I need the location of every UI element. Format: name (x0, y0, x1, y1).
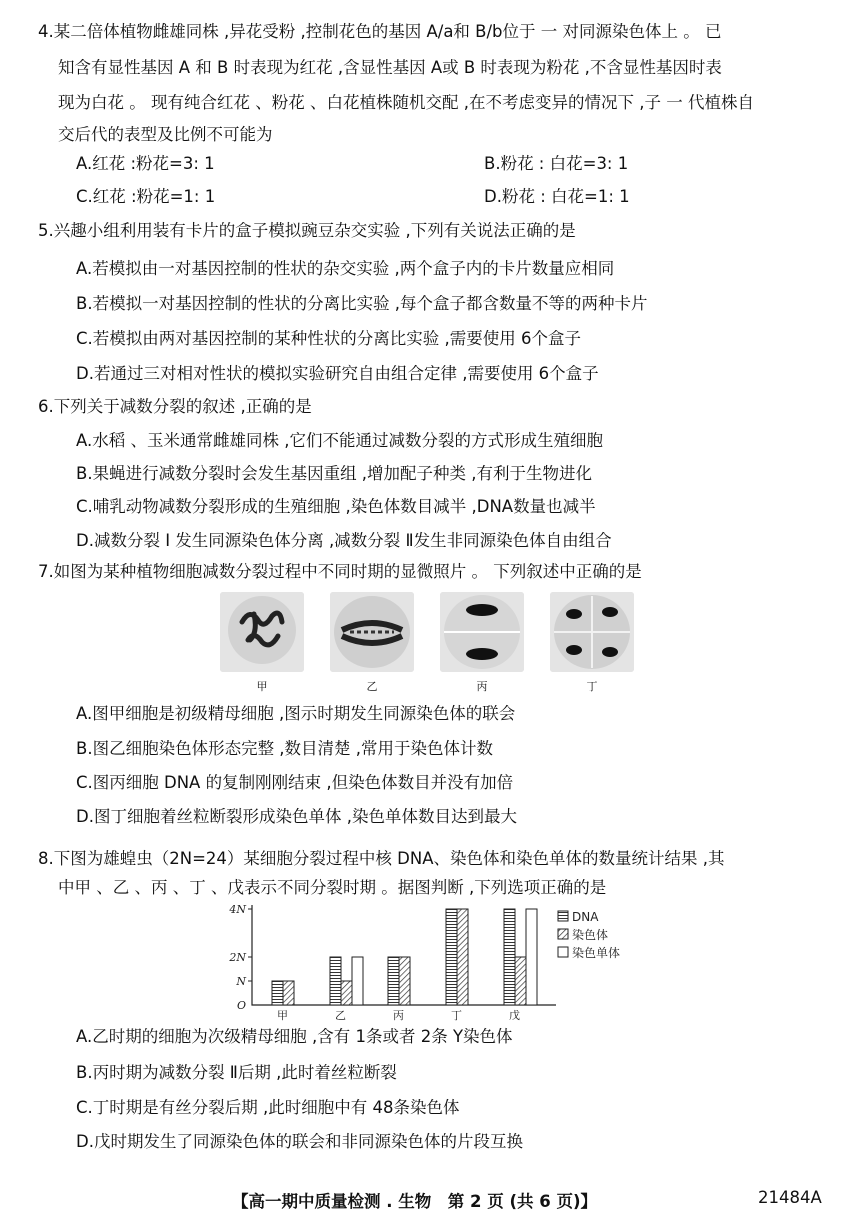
x-tick-label: 甲 (277, 1009, 288, 1022)
q4-stem-line-4: 交后代的表型及比例不可能为 (58, 125, 273, 144)
legend-swatch (558, 911, 568, 921)
q4-option-b: B.粉花 : 白花=3: 1 (484, 154, 629, 173)
q7-stem: 7.如图为某种植物细胞减数分裂过程中不同时期的显微照片 。 下列叙述中正确的是 (38, 562, 642, 581)
q8-stem-line-2: 中甲 、乙 、丙 、丁 、戊表示不同分裂时期 。据图判断 ,下列选项正确的是 (58, 878, 607, 897)
x-tick-label: 丁 (451, 1009, 462, 1022)
q8-stem-line-1: 8.下图为雄蝗虫（2N=24）某细胞分裂过程中核 DNA、染色体和染色单体的数量统计结果 ,其 (38, 849, 725, 868)
q5-option-d: D.若通过三对相对性状的模拟实验研究自由组合定律 ,需要使用 6个盒子 (76, 364, 599, 383)
bar-染色单体-乙 (352, 957, 363, 1005)
q7-option-a: A.图甲细胞是初级精母细胞 ,图示时期发生同源染色体的联会 (76, 704, 516, 723)
x-tick-label: 丙 (393, 1009, 404, 1022)
legend-swatch (558, 947, 568, 957)
y-tick-label: N (236, 975, 246, 988)
photo-label-bing: 丙 (476, 680, 488, 693)
bar-染色单体-戊 (526, 909, 537, 1005)
bar-DNA-丁 (446, 909, 457, 1005)
q6-option-c: C.哺乳动物减数分裂形成的生殖细胞 ,染色体数目减半 ,DNA数量也减半 (76, 497, 596, 516)
bar-染色体-丁 (457, 909, 468, 1005)
page-footer-code: 21484A (758, 1188, 822, 1207)
q5-option-b: B.若模拟一对基因控制的性状的分离比实验 ,每个盒子都含数量不等的两种卡片 (76, 294, 648, 313)
q7-option-d: D.图丁细胞着丝粒断裂形成染色单体 ,染色单体数目达到最大 (76, 807, 517, 826)
bar-DNA-甲 (272, 981, 283, 1005)
micrograph-panel (220, 592, 638, 696)
legend-label: 染色体 (572, 928, 609, 942)
q4-option-d: D.粉花 : 白花=1: 1 (484, 187, 630, 206)
micrograph-jia (220, 592, 304, 672)
q6-option-a: A.水稻 、玉米通常雌雄同株 ,它们不能通过减数分裂的方式形成生殖细胞 (76, 431, 603, 450)
q8-option-a: A.乙时期的细胞为次级精母细胞 ,含有 1条或者 2条 Y染色体 (76, 1027, 513, 1046)
micrograph-yi (330, 592, 414, 672)
micrograph-bing (440, 592, 524, 672)
q6-option-d: D.减数分裂 Ⅰ 发生同源染色体分离 ,减数分裂 Ⅱ发生非同源染色体自由组合 (76, 531, 612, 550)
micrograph-ding (550, 592, 634, 672)
q4-stem-line-2: 知含有显性基因 A 和 B 时表现为红花 ,含显性基因 A或 B 时表现为粉花 ,不含显性基因时表 (58, 58, 722, 77)
y-tick-label: 2N (229, 951, 246, 964)
q7-option-c: C.图丙细胞 DNA 的复制刚刚结束 ,但染色体数目并没有加倍 (76, 773, 514, 792)
q7-option-b: B.图乙细胞染色体形态完整 ,数目清楚 ,常用于染色体计数 (76, 739, 494, 758)
y-tick-label: 4N (229, 905, 246, 916)
q6-option-b: B.果蝇进行减数分裂时会发生基因重组 ,增加配子种类 ,有利于生物进化 (76, 464, 593, 483)
q4-stem-line-3: 现为白花 。 现有纯合红花 、粉花 、白花植株随机交配 ,在不考虑变异的情况下 ,子 一 代植株自 (58, 93, 754, 112)
photo-label-ding: 丁 (586, 680, 598, 693)
q5-option-c: C.若模拟由两对基因控制的某种性状的分离比实验 ,需要使用 6个盒子 (76, 329, 581, 348)
bar-染色体-戊 (515, 957, 526, 1005)
bar-染色体-丙 (399, 957, 410, 1005)
q8-option-d: D.戊时期发生了同源染色体的联会和非同源染色体的片段互换 (76, 1132, 523, 1151)
q5-option-a: A.若模拟由一对基因控制的性状的杂交实验 ,两个盒子内的卡片数量应相同 (76, 259, 615, 278)
legend-swatch (558, 929, 568, 939)
chart-bars (272, 909, 537, 1005)
q4-option-a: A.红花 :粉花=3: 1 (76, 154, 215, 173)
q4-option-c: C.红花 :粉花=1: 1 (76, 187, 216, 206)
q5-stem: 5.兴趣小组利用装有卡片的盒子模拟豌豆杂交实验 ,下列有关说法正确的是 (38, 221, 576, 240)
bar-DNA-乙 (330, 957, 341, 1005)
bar-chart (222, 905, 632, 1023)
photo-label-jia: 甲 (256, 680, 268, 693)
photo-label-yi: 乙 (366, 680, 378, 693)
q4-stem-line-1: 4.某二倍体植物雌雄同株 ,异花受粉 ,控制花色的基因 A/a和 B/b位于 一 对同源染色体上 。 已 (38, 22, 722, 41)
page-footer-title: 【高一期中质量检测 . 生物 第 2 页 (共 6 页)】 (232, 1192, 598, 1211)
legend-label: 染色单体 (572, 946, 621, 960)
q8-option-b: B.丙时期为减数分裂 Ⅱ后期 ,此时着丝粒断裂 (76, 1063, 397, 1082)
bar-DNA-丙 (388, 957, 399, 1005)
q6-stem: 6.下列关于减数分裂的叙述 ,正确的是 (38, 397, 312, 416)
legend-label: DNA (572, 910, 599, 924)
x-tick-label: 戊 (509, 1009, 520, 1022)
x-tick-label: 乙 (335, 1009, 346, 1022)
bar-DNA-戊 (504, 909, 515, 1005)
bar-染色体-乙 (341, 981, 352, 1005)
bar-染色体-甲 (283, 981, 294, 1005)
q8-option-c: C.丁时期是有丝分裂后期 ,此时细胞中有 48条染色体 (76, 1098, 460, 1117)
y-tick-label: O (236, 999, 246, 1012)
chart-legend (558, 910, 620, 960)
